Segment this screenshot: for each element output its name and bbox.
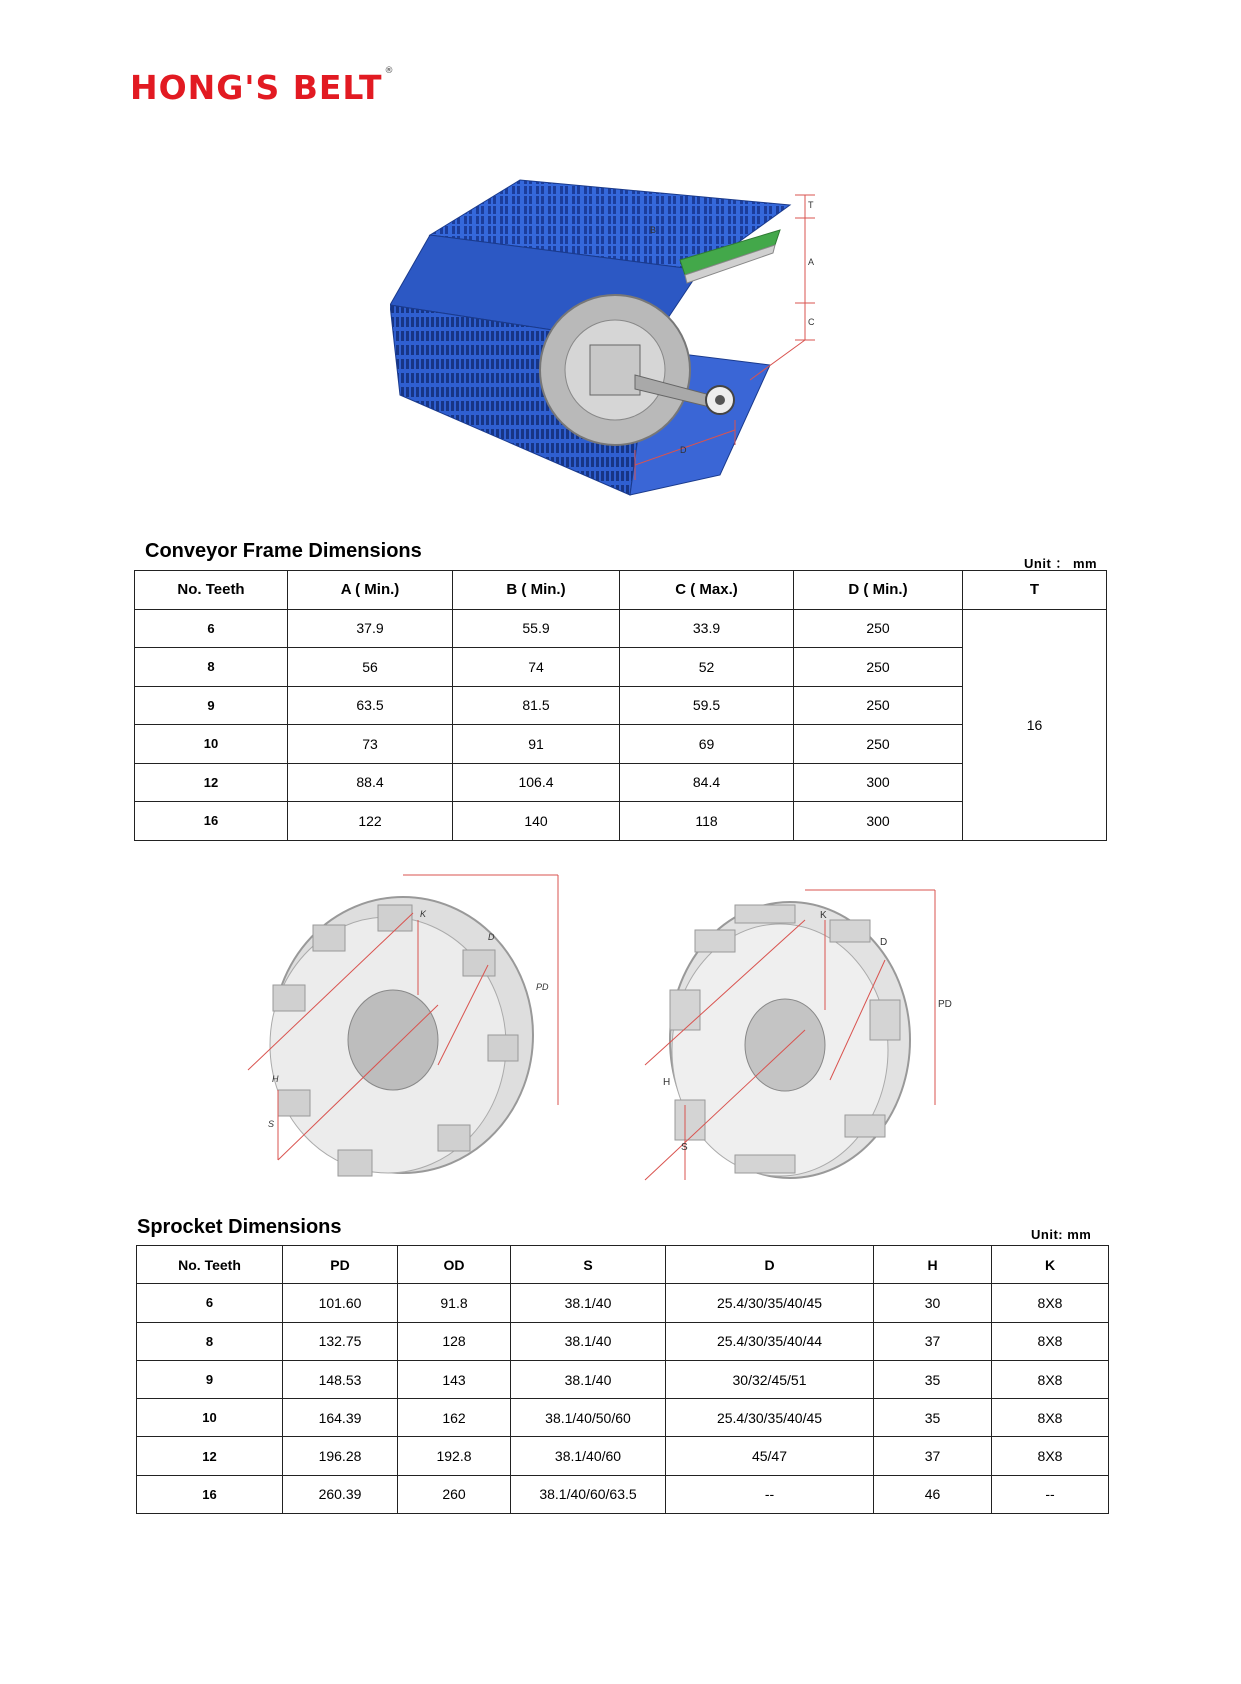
table-row bbox=[135, 609, 1107, 648]
table-cell: 91 bbox=[453, 725, 620, 764]
table-cell: 35 bbox=[874, 1360, 992, 1398]
table-cell: 37.9 bbox=[288, 609, 453, 648]
sprocket-label-pd: PD bbox=[938, 999, 952, 1010]
table-cell: 38.1/40 bbox=[511, 1360, 666, 1398]
table-cell: 8X8 bbox=[992, 1399, 1109, 1437]
table-row bbox=[137, 1475, 1109, 1513]
table-cell: 9 bbox=[135, 686, 288, 725]
table-cell: 101.60 bbox=[283, 1284, 398, 1322]
table-cell: 8 bbox=[135, 648, 288, 687]
sprocket-illustration-left bbox=[238, 865, 583, 1195]
table-cell: -- bbox=[992, 1475, 1109, 1513]
table-cell: 250 bbox=[794, 609, 963, 648]
table-cell: 25.4/30/35/40/44 bbox=[666, 1322, 874, 1360]
column-header: K bbox=[992, 1246, 1109, 1284]
column-header: S bbox=[511, 1246, 666, 1284]
dimension-label-c: C bbox=[808, 317, 815, 327]
table-cell: 118 bbox=[620, 802, 794, 841]
sprocket-label-k: K bbox=[420, 909, 427, 919]
column-header: OD bbox=[398, 1246, 511, 1284]
sprocket-label-d: D bbox=[880, 937, 888, 948]
sprocket-label-s: S bbox=[268, 1119, 275, 1129]
table-cell: 162 bbox=[398, 1399, 511, 1437]
t-value-cell: 16 bbox=[963, 609, 1107, 840]
table-cell: 16 bbox=[135, 802, 288, 841]
table-cell: 196.28 bbox=[283, 1437, 398, 1475]
sprocket-label-k: K bbox=[820, 910, 827, 921]
column-header: No. Teeth bbox=[135, 571, 288, 610]
sprocket-label-h: H bbox=[663, 1077, 671, 1088]
conveyor-frame-table bbox=[134, 570, 1107, 841]
table-cell: 132.75 bbox=[283, 1322, 398, 1360]
table-cell: 260.39 bbox=[283, 1475, 398, 1513]
table-row bbox=[135, 648, 1107, 687]
column-header: B ( Min.) bbox=[453, 571, 620, 610]
table-cell: 46 bbox=[874, 1475, 992, 1513]
column-header: D bbox=[666, 1246, 874, 1284]
table-cell: 81.5 bbox=[453, 686, 620, 725]
table-cell: 84.4 bbox=[620, 763, 794, 802]
table-cell: 250 bbox=[794, 686, 963, 725]
column-header: H bbox=[874, 1246, 992, 1284]
table-cell: 38.1/40 bbox=[511, 1284, 666, 1322]
table-cell: 38.1/40 bbox=[511, 1322, 666, 1360]
table-cell: 91.8 bbox=[398, 1284, 511, 1322]
sprocket-unit-label: Unit: mm bbox=[1031, 1227, 1092, 1242]
table-cell: 300 bbox=[794, 763, 963, 802]
table-cell: 56 bbox=[288, 648, 453, 687]
sprocket-label-d: D bbox=[488, 932, 495, 942]
table-cell: 16 bbox=[137, 1475, 283, 1513]
registered-mark: ® bbox=[384, 66, 395, 76]
table-cell: 6 bbox=[135, 609, 288, 648]
table-row bbox=[135, 725, 1107, 764]
column-header: D ( Min.) bbox=[794, 571, 963, 610]
table-cell: 6 bbox=[137, 1284, 283, 1322]
table-row bbox=[135, 802, 1107, 841]
table-cell: 30 bbox=[874, 1284, 992, 1322]
table-cell: 192.8 bbox=[398, 1437, 511, 1475]
column-header: No. Teeth bbox=[137, 1246, 283, 1284]
table-cell: 143 bbox=[398, 1360, 511, 1398]
dimension-label-b: B bbox=[650, 225, 657, 235]
dimension-label-a: A bbox=[808, 257, 815, 267]
column-header: T bbox=[963, 571, 1107, 610]
table-cell: 25.4/30/35/40/45 bbox=[666, 1284, 874, 1322]
table-cell: 12 bbox=[137, 1437, 283, 1475]
table-header-row bbox=[137, 1246, 1109, 1284]
table-cell: 8X8 bbox=[992, 1284, 1109, 1322]
sprocket-label-pd: PD bbox=[536, 982, 549, 992]
table-cell: 164.39 bbox=[283, 1399, 398, 1437]
table-cell: 37 bbox=[874, 1322, 992, 1360]
table-cell: 88.4 bbox=[288, 763, 453, 802]
table-row bbox=[135, 763, 1107, 802]
table-cell: 9 bbox=[137, 1360, 283, 1398]
frame-unit-label: Unit ： mm bbox=[1024, 556, 1098, 571]
table-cell: 140 bbox=[453, 802, 620, 841]
table-cell: 45/47 bbox=[666, 1437, 874, 1475]
sprocket-dimensions-table bbox=[136, 1245, 1109, 1514]
table-row bbox=[137, 1322, 1109, 1360]
sprocket-illustration-right bbox=[615, 880, 955, 1200]
column-header: C ( Max.) bbox=[620, 571, 794, 610]
table-cell: 35 bbox=[874, 1399, 992, 1437]
frame-section-title: Conveyor Frame Dimensions bbox=[145, 540, 422, 562]
table-cell: 30/32/45/51 bbox=[666, 1360, 874, 1398]
table-cell: 52 bbox=[620, 648, 794, 687]
table-cell: 300 bbox=[794, 802, 963, 841]
table-cell: 63.5 bbox=[288, 686, 453, 725]
brand-name: HONG'S BELT bbox=[130, 68, 383, 107]
table-cell: 250 bbox=[794, 725, 963, 764]
table-cell: 69 bbox=[620, 725, 794, 764]
dimension-label-t: T bbox=[808, 200, 814, 210]
table-cell: 37 bbox=[874, 1437, 992, 1475]
table-cell: 38.1/40/50/60 bbox=[511, 1399, 666, 1437]
table-cell: 128 bbox=[398, 1322, 511, 1360]
table-cell: 74 bbox=[453, 648, 620, 687]
table-cell: 8X8 bbox=[992, 1360, 1109, 1398]
table-cell: 33.9 bbox=[620, 609, 794, 648]
table-cell: 8X8 bbox=[992, 1322, 1109, 1360]
table-row bbox=[137, 1360, 1109, 1398]
table-cell: 38.1/40/60 bbox=[511, 1437, 666, 1475]
table-cell: 8 bbox=[137, 1322, 283, 1360]
table-cell: 59.5 bbox=[620, 686, 794, 725]
table-row bbox=[135, 686, 1107, 725]
dimension-label-d: D bbox=[680, 445, 687, 455]
column-header: A ( Min.) bbox=[288, 571, 453, 610]
table-row bbox=[137, 1437, 1109, 1475]
table-cell: 10 bbox=[135, 725, 288, 764]
table-header-row bbox=[135, 571, 1107, 610]
table-cell: 106.4 bbox=[453, 763, 620, 802]
table-row bbox=[137, 1399, 1109, 1437]
table-cell: 73 bbox=[288, 725, 453, 764]
brand-logo bbox=[130, 68, 395, 107]
table-row bbox=[137, 1284, 1109, 1322]
table-cell: 55.9 bbox=[453, 609, 620, 648]
table-cell: 25.4/30/35/40/45 bbox=[666, 1399, 874, 1437]
table-cell: -- bbox=[666, 1475, 874, 1513]
table-cell: 250 bbox=[794, 648, 963, 687]
table-cell: 122 bbox=[288, 802, 453, 841]
sprocket-section-title: Sprocket Dimensions bbox=[137, 1216, 342, 1238]
table-cell: 38.1/40/60/63.5 bbox=[511, 1475, 666, 1513]
sprocket-label-s: S bbox=[681, 1142, 688, 1153]
conveyor-belt-illustration bbox=[390, 175, 880, 530]
column-header: PD bbox=[283, 1246, 398, 1284]
table-cell: 260 bbox=[398, 1475, 511, 1513]
table-cell: 12 bbox=[135, 763, 288, 802]
table-cell: 8X8 bbox=[992, 1437, 1109, 1475]
table-cell: 148.53 bbox=[283, 1360, 398, 1398]
table-cell: 10 bbox=[137, 1399, 283, 1437]
sprocket-label-h: H bbox=[272, 1074, 279, 1084]
